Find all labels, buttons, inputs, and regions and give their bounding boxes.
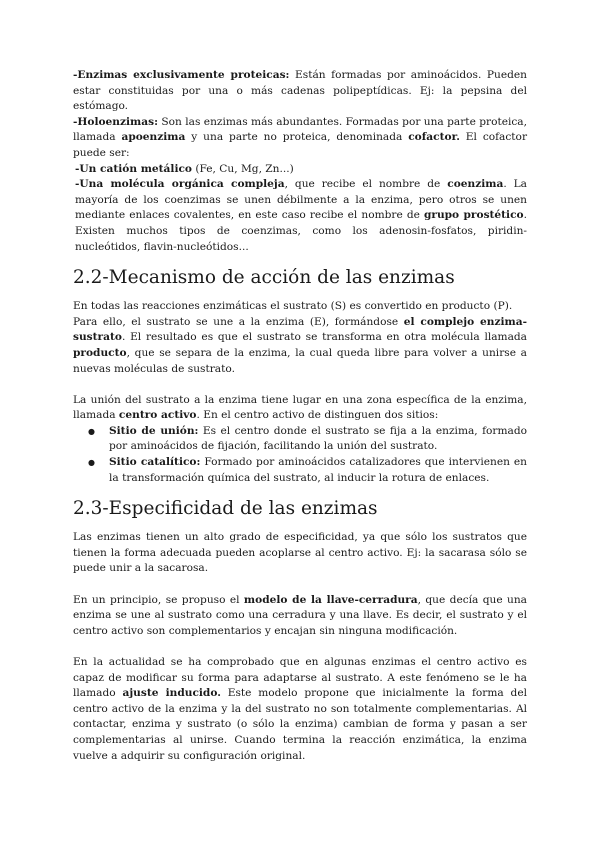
term-ajuste-inducido: ajuste inducido. (122, 687, 221, 700)
text-mecanismo-b: . El resultado es que el sustrato se transforma en otra molécula llamada (121, 331, 527, 344)
text-sitio-union: Es el centro donde el sustrato se fija a la enzima, formado por aminoácidos de fijación, facilitando la unión del sustrato. (109, 424, 527, 453)
paragraph-proteicas (73, 68, 527, 115)
term-proteicas: -Enzimas exclusivamente proteicas: (73, 69, 290, 81)
paragraph-especificidad-1: Las enzimas tienen un alto grado de especificidad, ya que sólo los sustratos que tienen la forma adecuada pueden acoplarse al centro activo. Ej: la sacarasa sólo se puede unir a la sacarosa. (73, 531, 527, 575)
spacer (73, 377, 527, 393)
term-apoenzima: apoenzima (121, 131, 186, 144)
term-sitio-catalitico: Sitio catalítico: (109, 456, 201, 469)
text-molecula-b: . La mayoría de los coenzimas se unen débilmente a la enzima, pero otros se unen mediante enlaces covalentes, en este caso recibe el nombre de (75, 178, 527, 222)
paragraph-especificidad-2 (73, 593, 527, 640)
spacer (73, 577, 527, 593)
text-sitio-catalitico: Formado por aminoácidos catalizadores que intervienen en la transformación química del sustrato, al inducir la rotura de enlaces. (109, 456, 527, 484)
term-centro-activo: centro activo (118, 409, 197, 422)
text-mecanismo-line1: En todas las reacciones enzimáticas el sustrato (S) es convertido en producto (P). (73, 300, 513, 313)
text-mecanismo-a: Para ello, el sustrato se une a la enzima (E), formándose (73, 315, 404, 328)
text-holoenzimas-a: Son las enzimas más abundantes. Formadas por una parte proteica, llamada (73, 115, 527, 144)
term-complejo: el complejo enzima-sustrato (73, 315, 528, 344)
text-cation: (Fe, Cu, Mg, Zn...) (192, 162, 294, 175)
paragraph-molecula (73, 177, 527, 255)
term-molecula: -Una molécula orgánica compleja (75, 178, 285, 191)
text-proteicas: Están formadas por aminoácidos. Pueden estar constituidas por una o más cadenas polipeptídicas. Ej: la pepsina del estómago. (73, 69, 528, 113)
text-ajuste-b: Este modelo propone que inicialmente la forma del centro activo de la enzima y la del sustrato no son totalmente complementarias. Al contactar, enzima y sustrato (o sólo la enzima) cambian de forma y pasan a ser complementarias al unirse. Cuando termina la reacción enzimática, la enzima vuelve a adquirir su configuración original. (73, 687, 527, 762)
paragraph-mecanismo-2 (73, 393, 527, 424)
paragraph-mecanismo-1 (73, 299, 527, 377)
text-mecanismo-c: , que se separa de la enzima, la cual queda libre para volver a unirse a nuevas moléculas de sustrato. (73, 346, 527, 375)
heading-especificidad: 2.3-Especificidad de las enzimas (73, 498, 378, 520)
spacer (73, 639, 527, 655)
text-holoenzimas-b: y una parte no proteica, denominada (185, 131, 409, 144)
text-llave-b: , que decía que una enzima se une al sustrato como una cerradura y una llave. Es decir, el sustrato y el centro activo son complementarios y encajan sin ninguna modificación. (73, 593, 527, 637)
text-llave-a: En un principio, se propuso el (73, 593, 244, 606)
term-sitio-union: Sitio de unión: (109, 424, 199, 437)
term-grupo-prostetico: grupo prostético (423, 209, 524, 222)
term-holoenzimas: -Holoenzimas: (73, 115, 158, 128)
text-molecula-a: , que recibe el nombre de (284, 178, 448, 191)
term-llave-cerradura: modelo de la llave-cerradura (243, 593, 418, 606)
text-union-a: La unión del sustrato a la enzima tiene lugar en una zona específica de la enzima, llamada (73, 393, 527, 422)
paragraph-cation (73, 162, 527, 178)
term-coenzima: coenzima (447, 178, 504, 191)
sites-list (73, 424, 527, 486)
term-cofactor: cofactor. (408, 131, 460, 144)
heading-mecanismo: 2.2-Mecanismo de acción de las enzimas (73, 267, 455, 289)
list-item-sitio-catalitico (109, 455, 527, 486)
text-molecula-c: . Existen muchos tipos de coenzimas, como los adenosin-fosfatos, piridin-nucleótidos, flavin-nucleótidos... (75, 209, 527, 253)
paragraph-holoenzimas (73, 115, 527, 162)
term-producto: producto (73, 346, 127, 359)
list-item-sitio-union (109, 424, 527, 455)
term-cation: -Un catión metálico (75, 162, 192, 175)
text-union-b: . En el centro activo de distinguen dos sitios: (196, 409, 439, 422)
paragraph-especificidad-3 (73, 655, 527, 764)
text-holoenzimas-c: El cofactor puede ser: (73, 131, 528, 159)
text-ajuste-a: En la actualidad se ha comprobado que en algunas enzimas el centro activo es capaz de modificar su forma para adaptarse al sustrato. A este fenómeno se le ha llamado (73, 656, 527, 700)
